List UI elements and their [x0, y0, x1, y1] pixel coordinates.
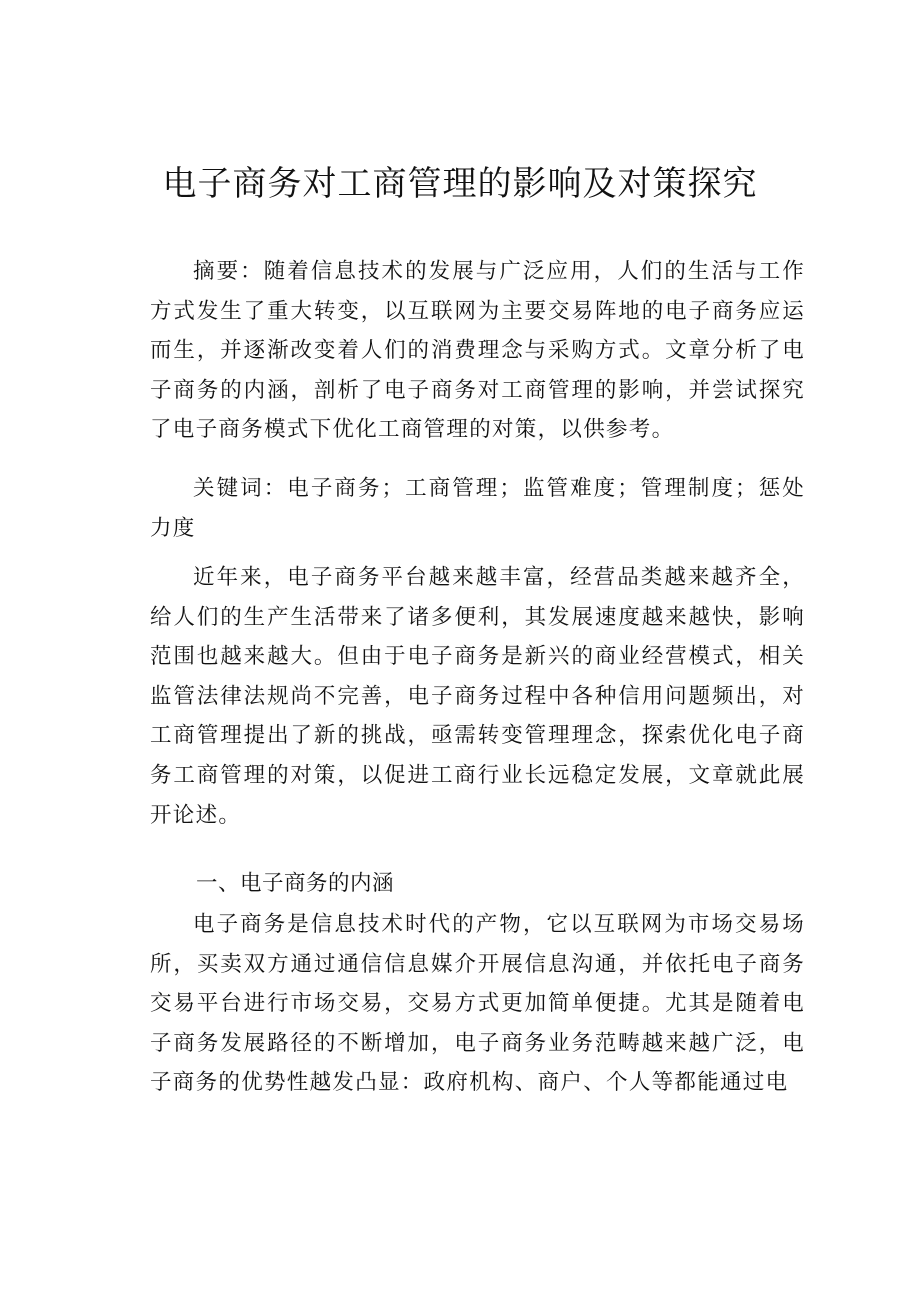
abstract-paragraph: 摘要：随着信息技术的发展与广泛应用，人们的生活与工作方式发生了重大转变，以互联网为主要交易阵地的电子商务应运而生，并逐渐改变着人们的消费理念与采购方式。文章分析了电子商务的内涵，剖析了电子商务对工商管理的影响，并尝试探究了电子商务模式下优化工商管理的对策，以供参考。: [150, 259, 805, 443]
keywords-paragraph: 关键词：电子商务；工商管理；监管难度；管理制度；惩处力度: [150, 476, 805, 541]
intro-paragraph: 近年来，电子商务平台越来越丰富，经营品类越来越齐全，给人们的生产生活带来了诸多便利，其发展速度越来越快，影响范围也越来越大。但由于电子商务是新兴的商业经营模式，相关监管法律法规尚不完善，电子商务过程中各种信用问题频出，对工商管理提出了新的挑战，亟需转变管理理念，探索优化电子商务工商管理的对策，以促进工商行业长远稳定发展，文章就此展开论述。: [150, 565, 805, 828]
section-paragraph: 电子商务是信息技术时代的产物，它以互联网为市场交易场所，买卖双方通过通信信息媒介开展信息沟通，并依托电子商务交易平台进行市场交易，交易方式更加简单便捷。尤其是随着电子商务发展路径的不断增加，电子商务业务范畴越来越广泛，电子商务的优势性越发凸显：政府机构、商户、个人等都能通过电: [150, 912, 805, 1096]
section-heading: 一、电子商务的内涵: [196, 871, 395, 896]
page-title: 电子商务对工商管理的影响及对策探究: [162, 164, 758, 204]
